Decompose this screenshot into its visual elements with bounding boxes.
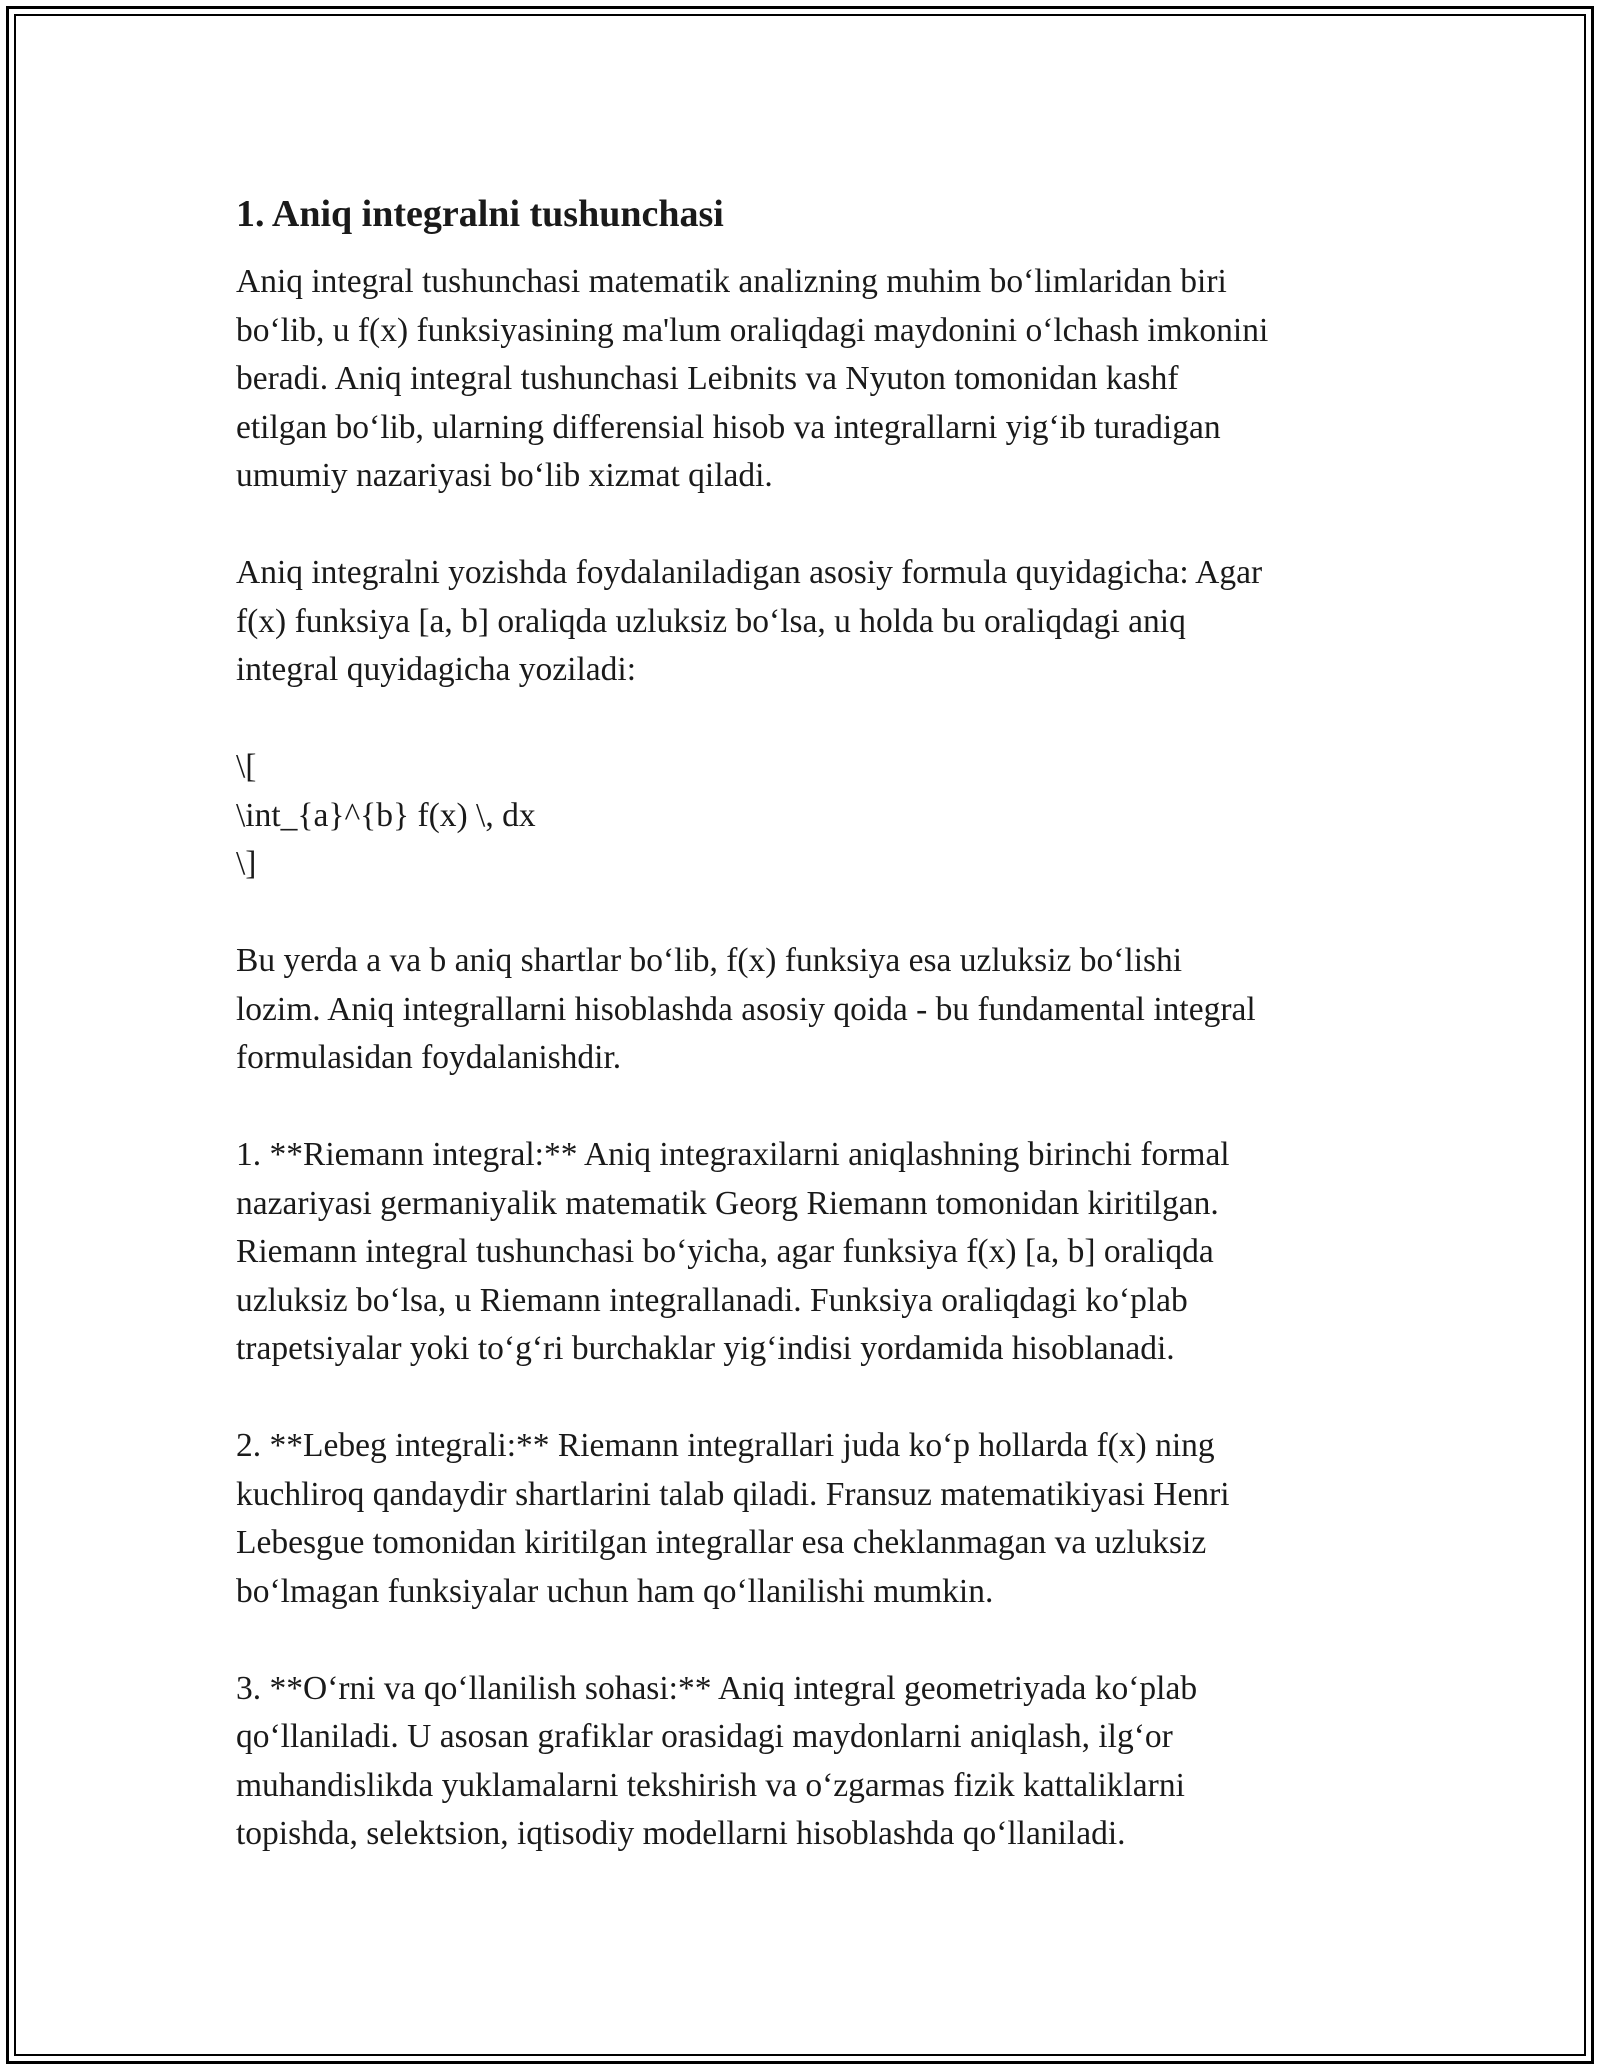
paragraph-formula-intro: Aniq integralni yozishda foydalaniladigan asosiy formula quyidagicha: Agar f(x) funksiya [a, b] oraliqda uzluksiz bo‘lsa, u holda bu oraliqdagi aniq integral quyidagicha yoziladi: [236,554,1263,688]
formula-line-close: \] [236,845,257,882]
paragraph-intro: Aniq integral tushunchasi matematik analizning muhim bo‘limlaridan biri bo‘lib, u f(x) funksiyasining ma'lum oraliqdagi maydonini o‘lchash imkonini beradi. Aniq integral tushunchasi Leibnits va Nyuton tomonidan kashf etilgan bo‘lib, ularning differensial hisob va integrallarni yig‘ib turadigan umumiy nazariyasi bo‘lib xizmat qiladi. [236,263,1269,494]
list-item-riemann: 1. **Riemann integral:** Aniq integraxilarni aniqlashning birinchi formal nazariyasi germaniyalik matematik Georg Riemann tomonidan kiritilgan. Riemann integral tushunchasi bo‘yicha, agar funksiya f(x) [a, b] oraliqda uzluksiz bo‘lsa, u Riemann integrallanadi. Funksiya oraliqdagi ko‘plab trapetsiyalar yoki to‘g‘ri burchaklar yig‘indisi yordamida hisoblanadi. [236,1136,1230,1367]
formula-line-open: \[ [236,748,257,785]
document-body [236,188,1386,1907]
formula-line-integral: \int_{a}^{b} f(x) \, dx [236,796,536,834]
list-item-lebesgue: 2. **Lebeg integrali:** Riemann integrallari juda ko‘p hollarda f(x) ning kuchliroq qandaydir shartlarini talab qiladi. Fransuz matematikiyasi Henri Lebesgue tomonidan kiritilgan integrallar esa cheklanmagan va uzluksiz bo‘lmagan funksiyalar uchun ham qo‘llanilishi mumkin. [236,1427,1230,1610]
formula-block [236,743,1386,889]
list-item-applications: 3. **O‘rni va qo‘llanilish sohasi:** Aniq integral geometriyada ko‘plab qo‘llaniladi. U asosan grafiklar orasidagi maydonlarni aniqlash, ilg‘or muhandislikda yuklamalarni tekshirish va o‘zgarmas fizik kattaliklarni topishda, selektsion, iqtisodiy modellarni hisoblashda qo‘llaniladi. [236,1669,1198,1852]
paragraph-explanation: Bu yerda a va b aniq shartlar bo‘lib, f(x) funksiya esa uzluksiz bo‘lishi lozim. Aniq integrallarni hisoblashda asosiy qoida - bu fundamental integral formulasidan foydalanishdir. [236,942,1256,1076]
section-heading: 1. Aniq integralni tushunchasi [236,193,724,235]
